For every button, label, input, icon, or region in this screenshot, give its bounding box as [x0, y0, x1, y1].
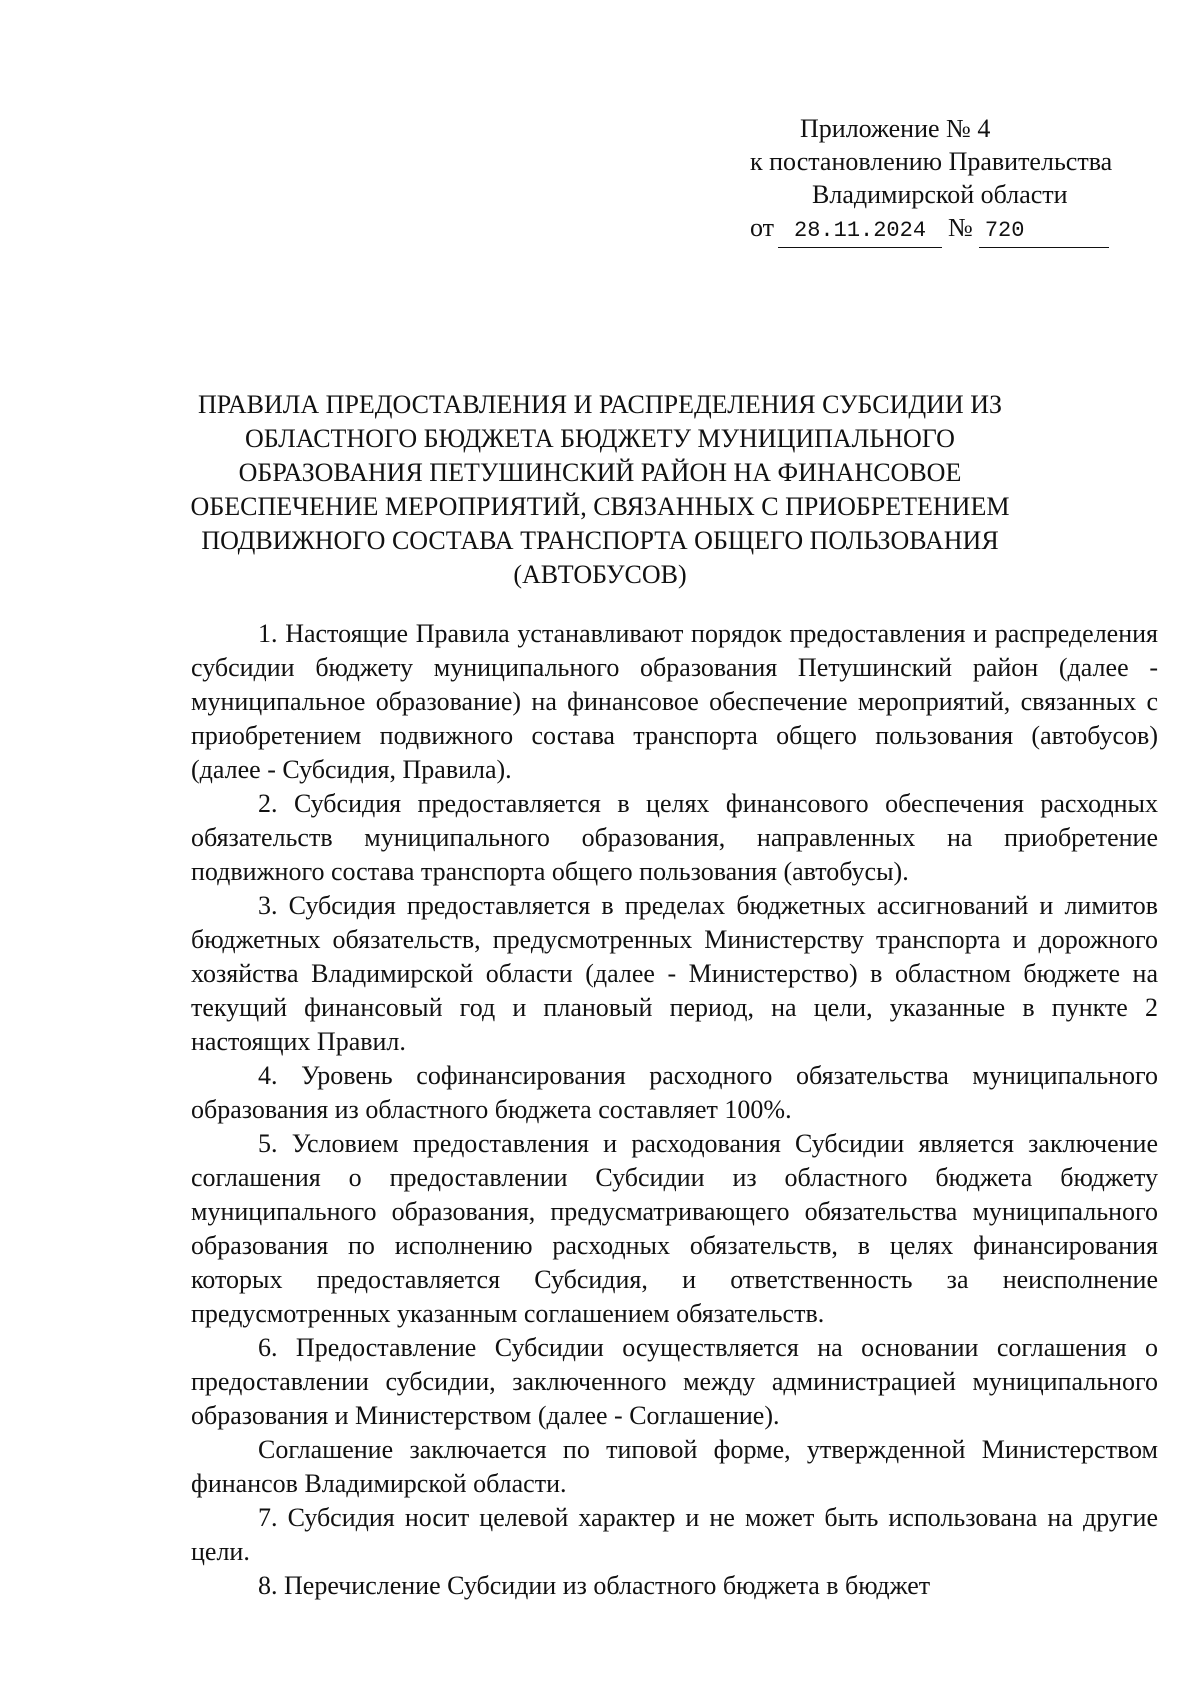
- paragraph-6: 6. Предоставление Субсидии осуществляется на основании соглашения о предоставлении субсидии, заключенного между администрацией муниципального образования и Министерством (далее - Соглашение).: [191, 1333, 1158, 1430]
- appendix-header: [750, 112, 1160, 248]
- title-line: ОБЛАСТНОГО БЮДЖЕТА БЮДЖЕТУ МУНИЦИПАЛЬНОГО: [245, 424, 955, 453]
- appendix-region: Владимирской области: [812, 180, 1068, 209]
- appendix-date-line: [750, 211, 1160, 248]
- paragraph-7: 7. Субсидия носит целевой характер и не может быть использована на другие цели.: [191, 1503, 1158, 1566]
- paragraph-1: 1. Настоящие Правила устанавливают порядок предоставления и распределения субсидии бюджету муниципального образования Петушинский район (далее - муниципальное образование) на финансовое обеспечение мероприятий, связанных с приобретением подвижного состава транспорта общего пользования (автобусов) (далее - Субсидия, Правила).: [191, 619, 1158, 784]
- title-line: ОБЕСПЕЧЕНИЕ МЕРОПРИЯТИЙ, СВЯЗАННЫХ С ПРИОБРЕТЕНИЕМ: [190, 492, 1010, 521]
- title-line: (АВТОБУСОВ): [513, 560, 687, 589]
- date-prefix: от: [750, 213, 775, 242]
- title-line: ПОДВИЖНОГО СОСТАВА ТРАНСПОРТА ОБЩЕГО ПОЛЬЗОВАНИЯ: [201, 526, 999, 555]
- number-sign: №: [948, 213, 973, 242]
- resolution-date: 28.11.2024: [778, 214, 942, 248]
- title-line: ПРАВИЛА ПРЕДОСТАВЛЕНИЯ И РАСПРЕДЕЛЕНИЯ СУБСИДИИ ИЗ: [197, 390, 1003, 419]
- document-body: [191, 617, 1158, 1603]
- paragraph-4: 4. Уровень софинансирования расходного обязательства муниципального образования из областного бюджета составляет 100%.: [191, 1061, 1158, 1124]
- paragraph-2: 2. Субсидия предоставляется в целях финансового обеспечения расходных обязательств муниципального образования, направленных на приобретение подвижного состава транспорта общего пользования (автобусы).: [191, 789, 1158, 886]
- paragraph-6-agreement: Соглашение заключается по типовой форме, утвержденной Министерством финансов Владимирской области.: [191, 1435, 1158, 1498]
- paragraph-8: 8. Перечисление Субсидии из областного бюджета в бюджет: [258, 1571, 931, 1600]
- title-line: ОБРАЗОВАНИЯ ПЕТУШИНСКИЙ РАЙОН НА ФИНАНСОВОЕ: [238, 458, 962, 487]
- appendix-resolution: к постановлению Правительства: [750, 147, 1113, 176]
- document-title: [190, 388, 1010, 592]
- resolution-number: 720: [979, 214, 1109, 248]
- paragraph-3: 3. Субсидия предоставляется в пределах бюджетных ассигнований и лимитов бюджетных обязательств, предусмотренных Министерству транспорта и дорожного хозяйства Владимирской области (далее - Министерство) в областном бюджете на текущий финансовый год и плановый период, на цели, указанные в пункте 2 настоящих Правил.: [191, 891, 1158, 1056]
- paragraph-5: 5. Условием предоставления и расходования Субсидии является заключение соглашения о предоставлении Субсидии из областного бюджета бюджету муниципального образования, предусматривающего обязательства муниципального образования по исполнению расходных обязательств, в целях финансирования которых предоставляется Субсидия, и ответственность за неисполнение предусмотренных указанным соглашением обязательств.: [191, 1129, 1158, 1328]
- appendix-number: Приложение № 4: [800, 114, 991, 143]
